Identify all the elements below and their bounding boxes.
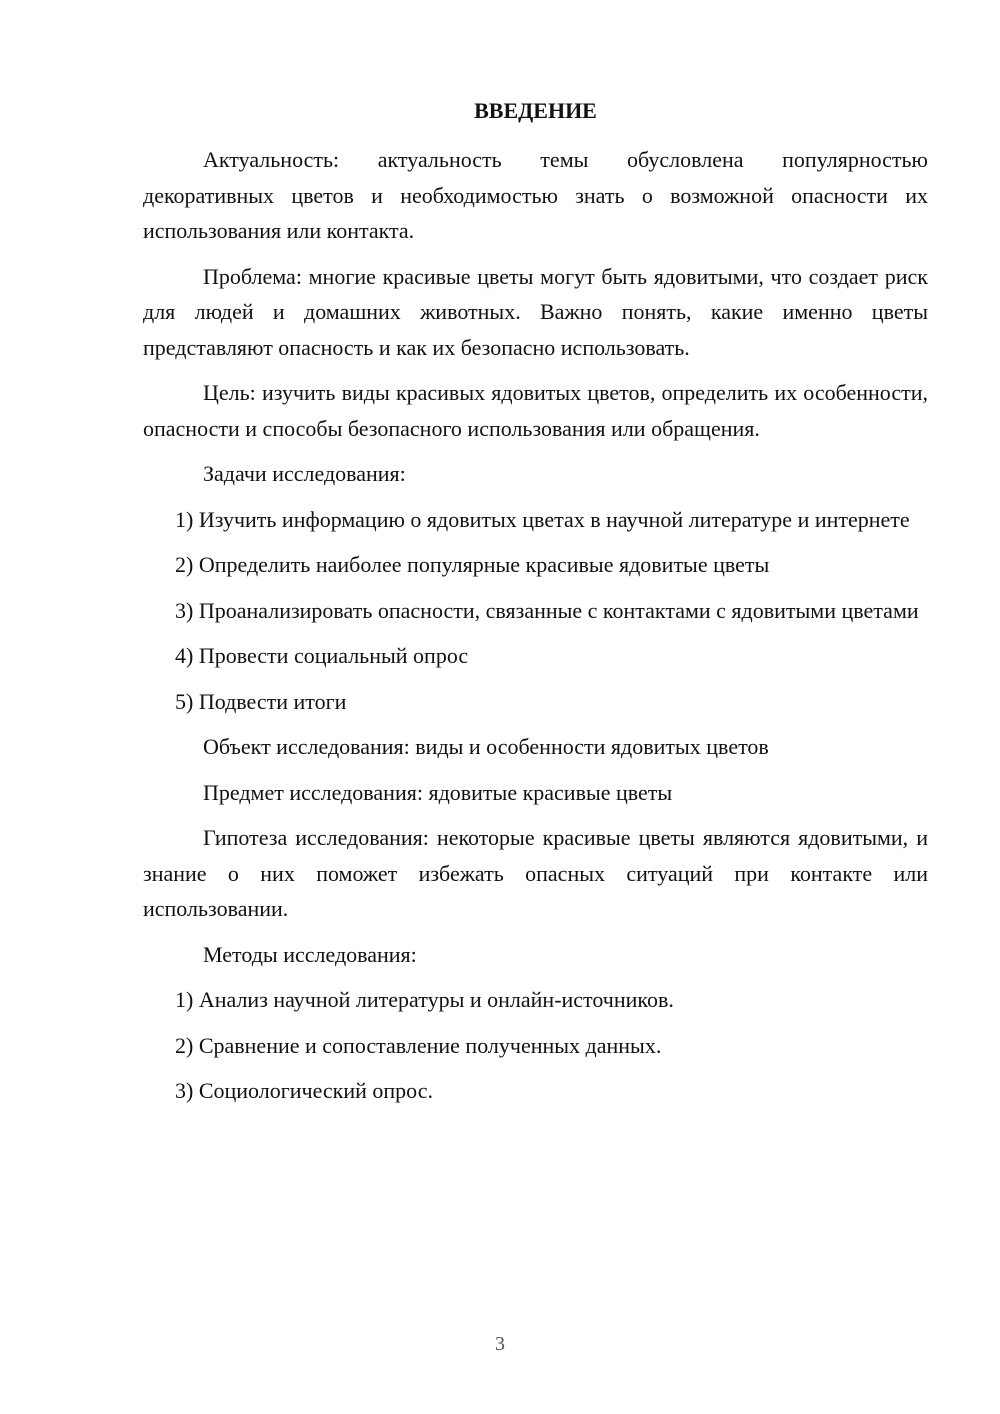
task-item-2: 2) Определить наиболее популярные красивые ядовитые цветы bbox=[175, 552, 770, 577]
task-item-5: 5) Подвести итоги bbox=[175, 688, 347, 714]
methods-heading: Методы исследования: bbox=[203, 941, 417, 967]
hypothesis-paragraph: Гипотеза исследования: некоторые красивые цветы являются ядовитыми, и знание о них поможет избежать опасных ситуаций при контакте или использовании. bbox=[143, 825, 928, 921]
tasks-heading: Задачи исследования: bbox=[203, 461, 406, 486]
relevance-paragraph: Актуальность: актуальность темы обусловлена популярностью декоративных цветов и необходимостью знать о возможной опасности их использования или контакта. bbox=[143, 147, 928, 243]
task-item-1: 1) Изучить информацию о ядовитых цветах в научной литературе и интернете bbox=[175, 506, 910, 532]
page-title: ВВЕДЕНИЕ bbox=[474, 98, 597, 123]
subject-paragraph: Предмет исследования: ядовитые красивые цветы bbox=[203, 779, 673, 805]
task-item-3: 3) Проанализировать опасности, связанные с контактами с ядовитыми цветами bbox=[175, 597, 919, 623]
goal-paragraph: Цель: изучить виды красивых ядовитых цветов, определить их особенности, опасности и способы безопасного использования или обращения. bbox=[143, 380, 928, 441]
page-number: 3 bbox=[495, 1333, 505, 1355]
task-item-4: 4) Провести социальный опрос bbox=[175, 643, 469, 668]
page-content bbox=[143, 94, 928, 1119]
object-paragraph: Объект исследования: виды и особенности ядовитых цветов bbox=[203, 734, 769, 759]
method-item-1: 1) Анализ научной литературы и онлайн-источников. bbox=[175, 987, 674, 1012]
method-item-2: 2) Сравнение и сопоставление полученных данных. bbox=[175, 1032, 662, 1058]
method-item-3: 3) Социологический опрос. bbox=[175, 1078, 433, 1103]
problem-paragraph: Проблема: многие красивые цветы могут быть ядовитыми, что создает риск для людей и домашних животных. Важно понять, какие именно цветы представляют опасность и как их безопасно использовать. bbox=[143, 263, 928, 360]
